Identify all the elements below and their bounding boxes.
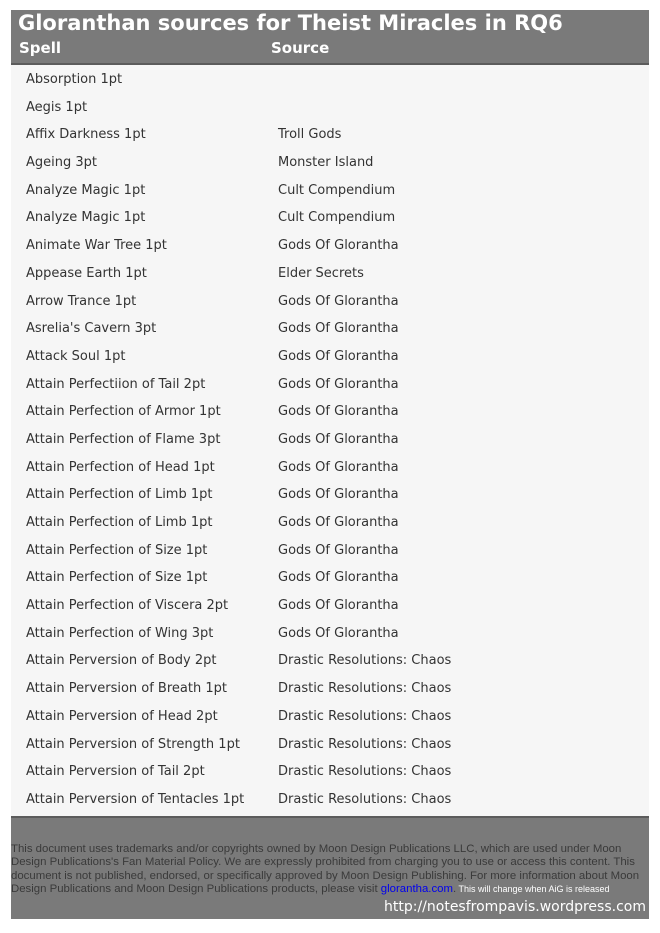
table-row: [11, 676, 649, 704]
spell-cell: Attain Perfectiion of Tail 2pt: [26, 376, 206, 392]
table-row: [11, 233, 649, 261]
table-row: [11, 455, 649, 483]
spell-cell: Attain Perfection of Flame 3pt: [26, 431, 221, 447]
source-cell: Drastic Resolutions: Chaos: [278, 653, 452, 669]
table-row: [11, 150, 649, 178]
spell-cell: Attain Perfection of Size 1pt: [26, 542, 208, 558]
glorantha-link[interactable]: glorantha.com: [380, 883, 453, 896]
table-row: [11, 510, 649, 538]
source-cell: Gods Of Glorantha: [278, 321, 399, 337]
spell-cell: Attain Perversion of Strength 1pt: [26, 736, 240, 752]
table-row: [11, 648, 649, 676]
table-row: [11, 344, 649, 372]
footer-url: http://notesfrompavis.wordpress.com: [384, 899, 646, 915]
table-row: [11, 787, 649, 815]
table-row: [11, 399, 649, 427]
table-row: [11, 482, 649, 510]
spell-cell: Attain Perfection of Size 1pt: [26, 570, 208, 586]
source-cell: Elder Secrets: [278, 265, 364, 281]
source-cell: Gods Of Glorantha: [278, 459, 399, 475]
source-cell: Drastic Resolutions: Chaos: [278, 708, 452, 724]
table-row: [11, 205, 649, 233]
source-cell: Drastic Resolutions: Chaos: [278, 791, 452, 807]
spell-cell: Attain Perversion of Breath 1pt: [26, 681, 227, 697]
table-row: [11, 372, 649, 400]
source-cell: Gods Of Glorantha: [278, 570, 399, 586]
source-cell: Gods Of Glorantha: [278, 404, 399, 420]
spell-cell: Attain Perfection of Head 1pt: [26, 459, 215, 475]
table-row: [11, 621, 649, 649]
document-page: [11, 10, 649, 917]
table-row: [11, 427, 649, 455]
spell-cell: Attain Perfection of Wing 3pt: [26, 625, 214, 641]
source-cell: Troll Gods: [278, 127, 342, 143]
source-cell: Gods Of Glorantha: [278, 598, 399, 614]
source-cell: Gods Of Glorantha: [278, 431, 399, 447]
source-cell: Gods Of Glorantha: [278, 487, 399, 503]
spell-cell: Affix Darkness 1pt: [26, 127, 146, 143]
footer-disclaimer: [11, 843, 645, 897]
source-cell: Gods Of Glorantha: [278, 348, 399, 364]
table-row: [11, 593, 649, 621]
table-row: [11, 704, 649, 732]
table-row: [11, 122, 649, 150]
spell-cell: Attain Perversion of Tentacles 1pt: [26, 791, 245, 807]
spell-cell: Asrelia's Cavern 3pt: [26, 321, 157, 337]
spell-cell: Analyze Magic 1pt: [26, 210, 146, 226]
source-cell: Drastic Resolutions: Chaos: [278, 736, 452, 752]
spell-cell: Attack Soul 1pt: [26, 348, 126, 364]
spell-cell: Attain Perversion of Tail 2pt: [26, 764, 205, 780]
source-cell: Drastic Resolutions: Chaos: [278, 764, 452, 780]
table-row: [11, 67, 649, 95]
source-cell: Gods Of Glorantha: [278, 625, 399, 641]
source-cell: Gods Of Glorantha: [278, 293, 399, 309]
source-cell: Gods Of Glorantha: [278, 515, 399, 530]
spell-cell: Attain Perfection of Viscera 2pt: [26, 598, 229, 614]
table-row: [11, 565, 649, 593]
spell-cell: Attain Perversion of Head 2pt: [26, 708, 218, 724]
source-cell: Monster Island: [278, 155, 374, 171]
spell-table: [11, 67, 649, 815]
spell-cell: Analyze Magic 1pt: [26, 182, 146, 198]
footer: [11, 816, 649, 919]
table-row: [11, 316, 649, 344]
source-cell: Cult Compendium: [278, 182, 396, 198]
spell-cell: Attain Perversion of Body 2pt: [26, 653, 217, 669]
source-cell: Cult Compendium: [278, 210, 396, 226]
source-cell: Gods Of Glorantha: [278, 376, 399, 392]
spell-cell: Appease Earth 1pt: [26, 265, 147, 281]
table-row: [11, 759, 649, 787]
spell-cell: Ageing 3pt: [26, 155, 97, 171]
table-row: [11, 732, 649, 760]
column-header-source: Source: [271, 39, 330, 57]
source-cell: Gods Of Glorantha: [278, 542, 399, 558]
page-title: Gloranthan sources for Theist Miracles in RQ6: [18, 11, 563, 35]
source-cell: Gods Of Glorantha: [278, 238, 399, 254]
column-header-spell: Spell: [19, 39, 61, 57]
disclaimer-period: .: [452, 883, 457, 896]
table-row: [11, 289, 649, 317]
spell-cell: Attain Perfection of Armor 1pt: [26, 404, 221, 420]
spell-cell: Arrow Trance 1pt: [26, 293, 137, 309]
source-cell: Drastic Resolutions: Chaos: [278, 681, 452, 697]
table-row: [11, 261, 649, 289]
spell-cell: Animate War Tree 1pt: [26, 238, 167, 254]
header-bar: [11, 10, 649, 65]
spell-cell: Absorption 1pt: [26, 72, 123, 87]
table-row: [11, 178, 649, 206]
table-row: [11, 95, 649, 123]
footer-note: This will change when AiG is released: [456, 884, 610, 895]
spell-cell: Attain Perfection of Limb 1pt: [26, 487, 213, 503]
table-row: [11, 538, 649, 566]
spell-cell: Aegis 1pt: [26, 99, 88, 115]
disclaimer-text: This document uses trademarks and/or copyrights owned by Moon Design Publications LLC, which are used under Moon Design Publications's Fan Material Policy. We are expressly prohibited from charging you to use or access this content. This document is not published, endorsed, or specifically approved by Moon Design Publishing. For more information about Moon Design Publications and Moon Design Publications products, please visit: [11, 843, 640, 896]
spell-cell: Attain Perfection of Limb 1pt: [26, 515, 213, 530]
